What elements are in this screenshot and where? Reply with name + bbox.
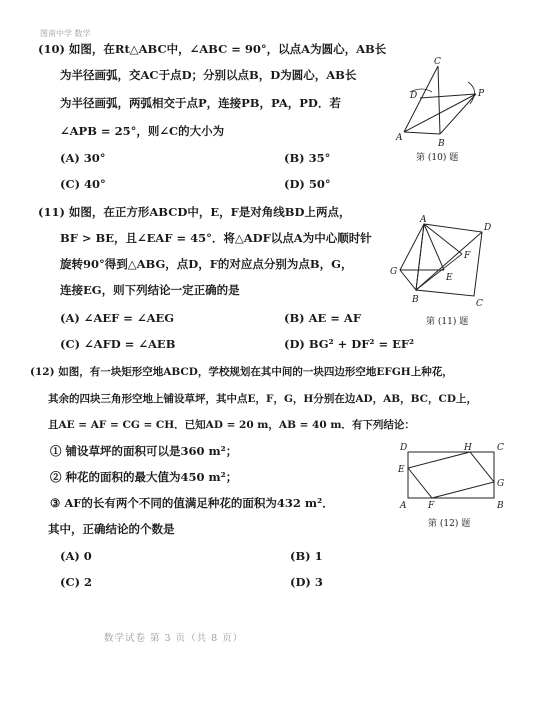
q10-line-3: 为半径画弧，两弧相交于点P，连接PB，PA，PD．若 xyxy=(60,96,341,110)
q11-line-2: BF > BE，且∠EAF = 45°．将△ADF以点A为中心顺时针 xyxy=(60,231,372,245)
q11-option-b[interactable]: (B) AE = AF xyxy=(284,311,362,325)
q10-option-a[interactable]: (A) 30° xyxy=(60,151,106,165)
q11-option-d[interactable]: (D) BG² + DF² = EF² xyxy=(284,337,415,351)
q12-line-1: (12) 如图，有一块矩形空地ABCD，学校规划在其中间的一块四边形空地EFGH上种花， xyxy=(30,366,453,378)
q12-statement-1: ① 铺设草坪的面积可以是360 m²； xyxy=(50,444,238,458)
q12-statement-3: ③ AF的长有两个不同的值满足种花的面积为432 m²． xyxy=(50,496,334,510)
q12-label-d: D xyxy=(400,443,408,453)
q11-label-g: G xyxy=(390,267,398,277)
q12-label-g: G xyxy=(497,479,505,489)
q12-option-c[interactable]: (C) 2 xyxy=(60,575,93,589)
q12-option-d[interactable]: (D) 3 xyxy=(290,575,323,589)
q11-label-f: F xyxy=(464,251,471,261)
q11-label-d: D xyxy=(484,223,492,233)
q10-figure-caption: 第 (10) 题 xyxy=(416,153,459,163)
q12-statement-2: ② 种花的面积的最大值为450 m²； xyxy=(50,470,238,484)
q10-label-a: A xyxy=(396,133,403,143)
q11-line-3: 旋转90°得到△ABG，点D，F的对应点分别为点B，G， xyxy=(60,257,353,271)
q11-figure xyxy=(390,214,504,314)
q11-label-b: B xyxy=(412,295,419,305)
q12-label-f: F xyxy=(428,501,435,511)
q10-label-c: C xyxy=(434,57,441,67)
q10-option-d[interactable]: (D) 50° xyxy=(284,177,331,191)
q12-option-a[interactable]: (A) 0 xyxy=(60,549,92,563)
q10-line-2: 为半径画弧，交AC于点D；分别以点B，D为圆心，AB长 xyxy=(60,68,357,82)
q11-line-1: (11) 如图，在正方形ABCD中，E，F是对角线BD上两点， xyxy=(38,205,351,219)
q10-option-b[interactable]: (B) 35° xyxy=(284,151,331,165)
q11-label-c: C xyxy=(476,299,483,309)
q10-label-p: P xyxy=(478,89,485,99)
q12-line-2: 其余的四块三角形空地上铺设草坪，其中点E，F，G，H分别在边AD，AB，BC，CD上， xyxy=(48,393,478,405)
q11-line-4: 连接EG，则下列结论一定正确的是 xyxy=(60,283,240,297)
q12-label-e: E xyxy=(398,465,405,475)
q12-label-h: H xyxy=(464,443,472,453)
q11-option-a[interactable]: (A) ∠AEF = ∠AEG xyxy=(60,311,175,325)
page-footer: 数学试卷 第 3 页（共 8 页） xyxy=(104,633,244,644)
q10-label-d: D xyxy=(410,91,418,101)
q10-line-4: ∠APB = 25°，则∠C的大小为 xyxy=(60,124,225,138)
q11-label-e: E xyxy=(446,273,453,283)
header-scribble: 图南中学 数学 xyxy=(40,29,91,38)
q10-option-c[interactable]: (C) 40° xyxy=(60,177,106,191)
q11-figure-caption: 第 (11) 题 xyxy=(426,317,469,327)
q10-label-b: B xyxy=(438,139,445,149)
q11-label-a: A xyxy=(420,215,427,225)
q10-line-1: (10) 如图，在Rt△ABC中，∠ABC = 90°，以点A为圆心，AB长 xyxy=(38,42,387,56)
q12-label-a: A xyxy=(400,501,407,511)
q11-option-c[interactable]: (C) ∠AFD = ∠AEB xyxy=(60,337,176,351)
q12-line-3: 且AE = AF = CG = CH．已知AD = 20 m，AB = 40 m．有下列结论： xyxy=(48,419,415,431)
q12-figure xyxy=(398,442,508,512)
q12-label-b: B xyxy=(497,501,504,511)
q12-option-b[interactable]: (B) 1 xyxy=(290,549,323,563)
q12-label-c: C xyxy=(497,443,504,453)
q12-conclusion: 其中，正确结论的个数是 xyxy=(48,522,175,536)
q12-figure-caption: 第 (12) 题 xyxy=(428,519,471,529)
